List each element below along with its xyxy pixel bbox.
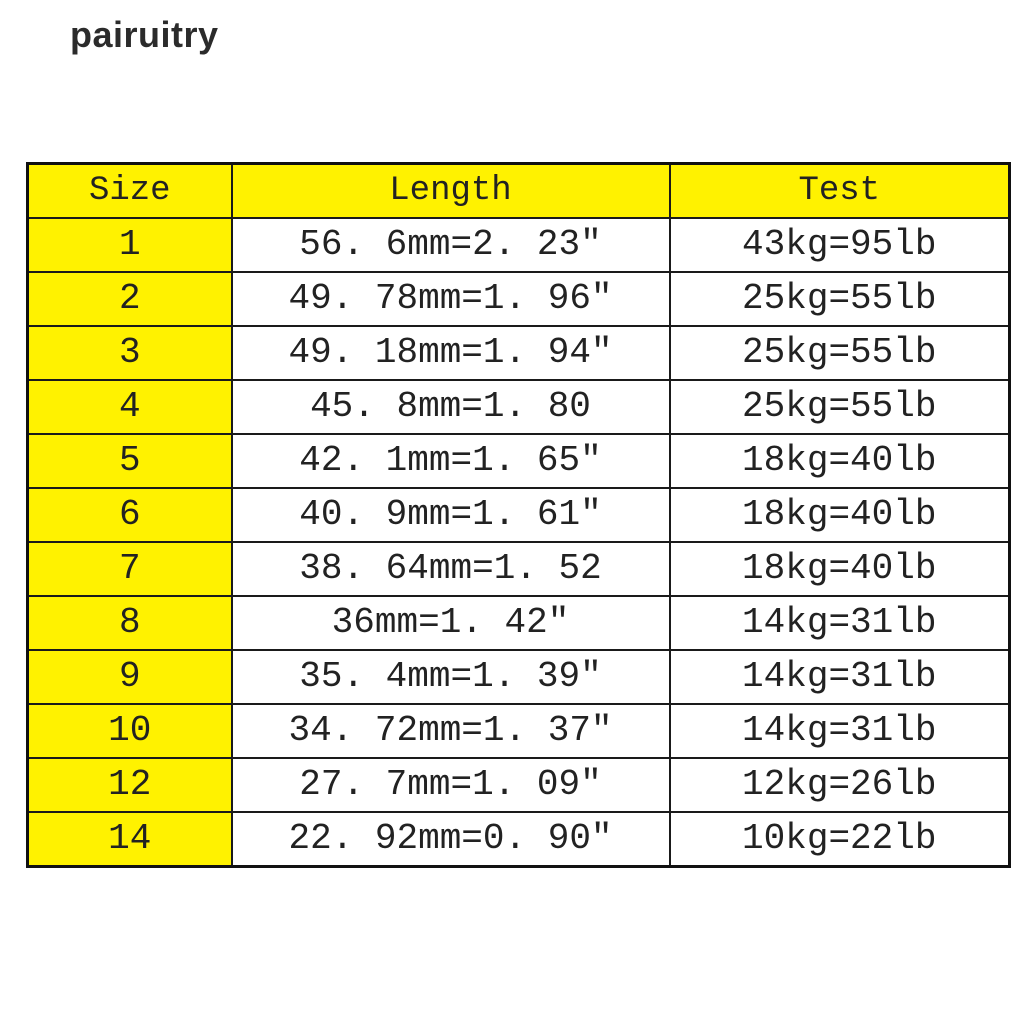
test-cell: 10kg=22lb (670, 812, 1010, 867)
length-cell: 34. 72mm=1. 37″ (232, 704, 670, 758)
test-cell: 14kg=31lb (670, 650, 1010, 704)
length-cell: 35. 4mm=1. 39″ (232, 650, 670, 704)
header-length: Length (232, 164, 670, 219)
table-row (28, 596, 1010, 650)
size-cell: 9 (28, 650, 232, 704)
header-test: Test (670, 164, 1010, 219)
test-cell: 18kg=40lb (670, 488, 1010, 542)
size-cell: 6 (28, 488, 232, 542)
size-cell: 4 (28, 380, 232, 434)
size-cell: 8 (28, 596, 232, 650)
test-cell: 25kg=55lb (670, 326, 1010, 380)
table-row (28, 650, 1010, 704)
length-cell: 38. 64mm=1. 52 (232, 542, 670, 596)
table-row (28, 434, 1010, 488)
table-row (28, 380, 1010, 434)
length-cell: 27. 7mm=1. 09″ (232, 758, 670, 812)
length-cell: 22. 92mm=0. 90″ (232, 812, 670, 867)
table-row (28, 272, 1010, 326)
length-cell: 40. 9mm=1. 61″ (232, 488, 670, 542)
length-cell: 49. 78mm=1. 96″ (232, 272, 670, 326)
size-cell: 12 (28, 758, 232, 812)
table-row (28, 488, 1010, 542)
table-header-row (28, 164, 1010, 219)
size-cell: 7 (28, 542, 232, 596)
test-cell: 43kg=95lb (670, 218, 1010, 272)
length-cell: 42. 1mm=1. 65″ (232, 434, 670, 488)
size-cell: 1 (28, 218, 232, 272)
header-size: Size (28, 164, 232, 219)
table-row (28, 704, 1010, 758)
size-cell: 5 (28, 434, 232, 488)
test-cell: 14kg=31lb (670, 596, 1010, 650)
test-cell: 25kg=55lb (670, 272, 1010, 326)
size-cell: 10 (28, 704, 232, 758)
test-cell: 18kg=40lb (670, 542, 1010, 596)
table-row (28, 326, 1010, 380)
length-cell: 45. 8mm=1. 80 (232, 380, 670, 434)
test-cell: 14kg=31lb (670, 704, 1010, 758)
brand-watermark: pairuitry (70, 14, 219, 55)
table-row (28, 542, 1010, 596)
size-cell: 14 (28, 812, 232, 867)
size-cell: 2 (28, 272, 232, 326)
size-cell: 3 (28, 326, 232, 380)
test-cell: 12kg=26lb (670, 758, 1010, 812)
table-body (28, 218, 1010, 867)
table-row (28, 812, 1010, 867)
size-chart-table (26, 162, 1011, 868)
table-row (28, 758, 1010, 812)
length-cell: 56. 6mm=2. 23″ (232, 218, 670, 272)
table-row (28, 218, 1010, 272)
test-cell: 18kg=40lb (670, 434, 1010, 488)
length-cell: 49. 18mm=1. 94″ (232, 326, 670, 380)
length-cell: 36mm=1. 42″ (232, 596, 670, 650)
test-cell: 25kg=55lb (670, 380, 1010, 434)
